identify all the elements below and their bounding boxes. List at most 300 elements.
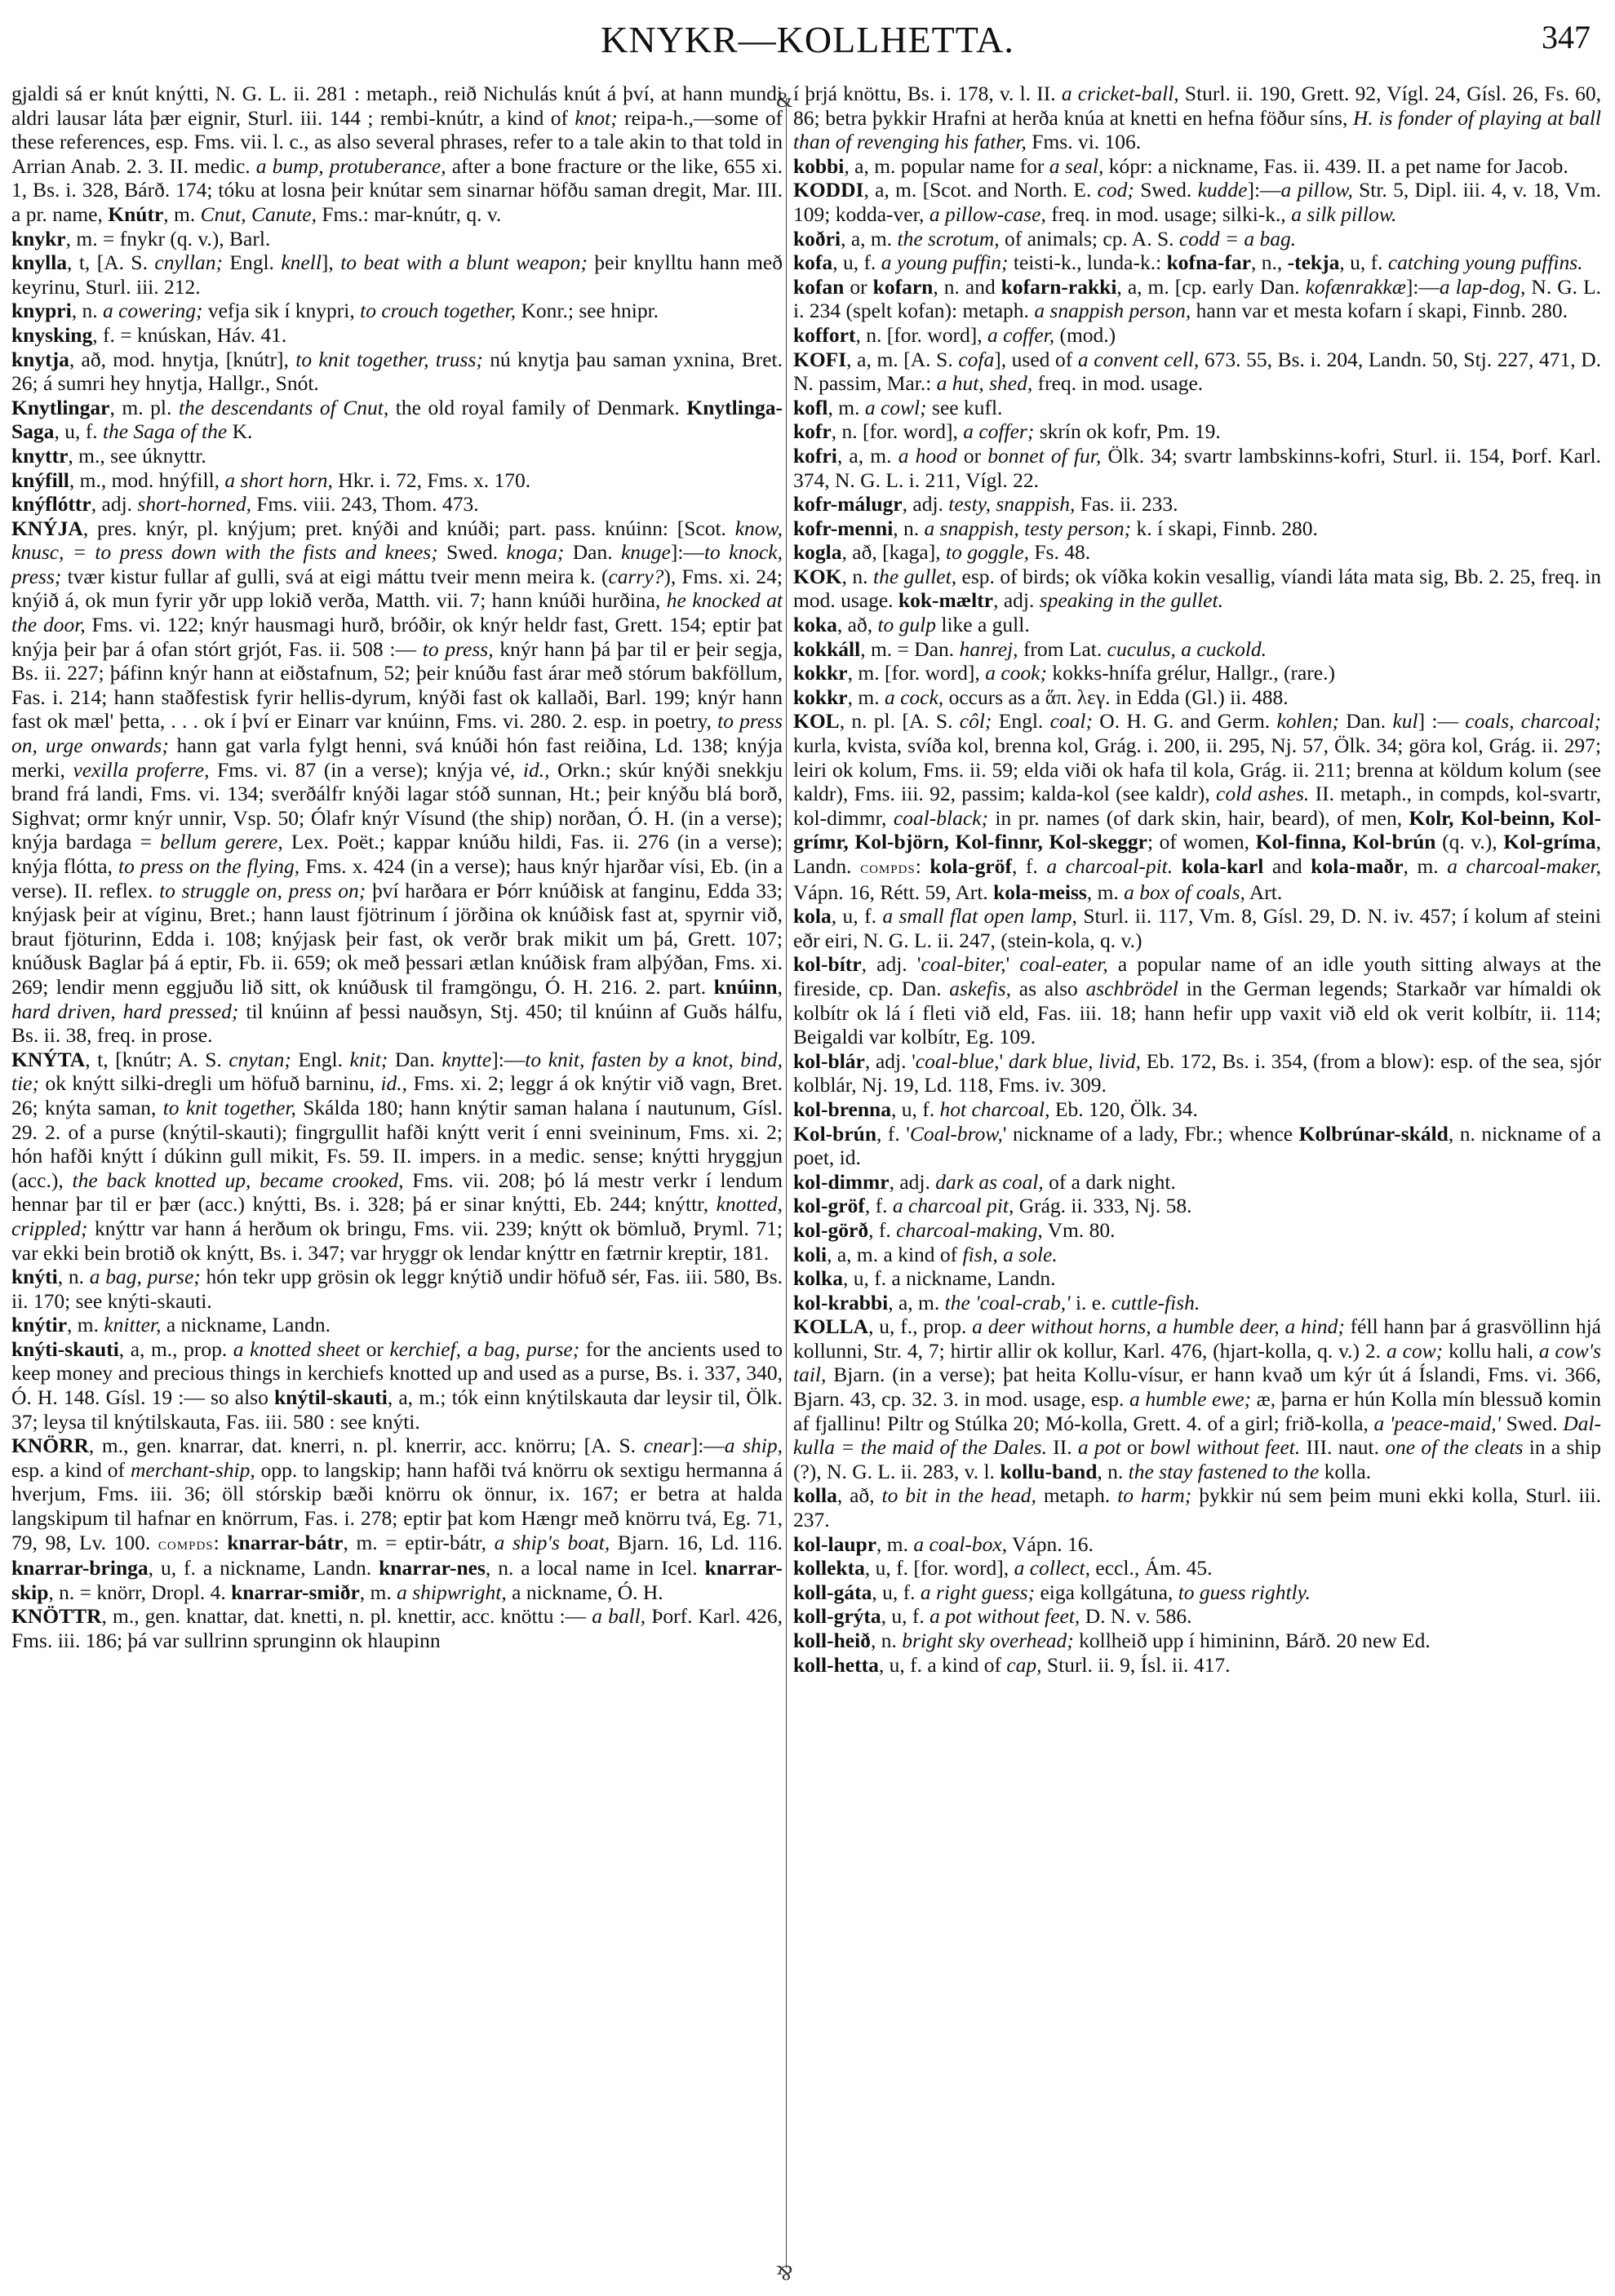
ornament-bottom: & bbox=[776, 2261, 793, 2285]
entry-text: , a, m. popular name for bbox=[844, 153, 1049, 178]
headword: KODDI bbox=[793, 178, 864, 202]
gloss-text: charcoal-making, bbox=[896, 1217, 1043, 1242]
entry-text: , u, f. bbox=[872, 1580, 921, 1604]
entry-text: , a, m.; tók einn knýtilskauta dar leysir til, Ölk. 37; leysa til knýtilskauta, Fas. iii. 580 : see knýti. bbox=[11, 1385, 783, 1434]
gloss-text: knoga; bbox=[506, 540, 565, 565]
gloss-text: know, knusc, = to press down with the fists and knees; bbox=[11, 516, 783, 565]
entry-text: , u, f. bbox=[832, 250, 881, 275]
gloss-text: hard driven, hard pressed; bbox=[11, 999, 239, 1023]
entry-text: , n. a local name in Icel. bbox=[485, 1556, 705, 1580]
entry-text: a nickname, Ó. H. bbox=[506, 1580, 663, 1604]
dictionary-entry bbox=[793, 250, 1601, 275]
dictionary-entry bbox=[793, 1218, 1601, 1243]
headword: Knútr bbox=[108, 202, 164, 226]
dictionary-entry bbox=[11, 492, 783, 516]
gloss-text: a lap-dog, bbox=[1439, 274, 1526, 299]
entry-text: Swed. bbox=[1134, 178, 1198, 202]
entry-text: esp. a kind of bbox=[11, 1457, 131, 1482]
dictionary-entry bbox=[793, 540, 1601, 565]
headword: Kol-brún bbox=[793, 1121, 877, 1146]
entry-text: freq. in mod. usage. bbox=[1032, 371, 1204, 396]
dictionary-entry bbox=[793, 1629, 1601, 1653]
entry-text: Lex. Poët.; kappar knúðu hildi, Fas. ii. 276 (in a verse); knýja flótta, bbox=[11, 830, 783, 878]
entry-text: Fas. ii. 233. bbox=[1075, 492, 1178, 516]
entry-text: , m. bbox=[67, 1313, 104, 1337]
gloss-text: the descendants of Cnut, bbox=[178, 395, 389, 419]
entry-text: , n. [for. word], bbox=[855, 322, 987, 347]
gloss-text: to knit, fasten by a knot, bind, tie; bbox=[11, 1047, 783, 1096]
entry-text: teisti-k., lunda-k.: bbox=[1008, 250, 1167, 275]
entry-text: compds bbox=[158, 1533, 214, 1554]
gloss-text: a young puffin; bbox=[881, 250, 1009, 275]
headword: Kolr, Kol-beinn, Kol-grímr, Kol-björn, Kol-finnr, Kol-skeggr bbox=[793, 805, 1601, 854]
gloss-text: merchant-ship, bbox=[130, 1457, 255, 1482]
gloss-text: testy, snappish, bbox=[948, 492, 1076, 516]
entry-text: for the ancients used to keep money and precious things in kerchiefs knotted up and used as a purse, Bs. i. 337, 340, Ó. H. 148. Gísl. 19 :— so also bbox=[11, 1336, 783, 1410]
headword: knýfill bbox=[11, 468, 69, 492]
entry-text: Swed. bbox=[437, 540, 507, 565]
headword: kobbi bbox=[793, 153, 845, 178]
entry-text: , m., gen. knarrar, dat. knerri, n. pl. knerrir, acc. knörru; [A. S. bbox=[88, 1434, 644, 1458]
entry-text: , f. = knúskan, Háv. 41. bbox=[92, 322, 287, 347]
entry-text: Dan. bbox=[388, 1047, 442, 1071]
entry-text: kurla, kvista, svíða kol, brenna kol, Grág. i. 200, ii. 295, Nj. 57, Ölk. 34; göra kol, Grág. ii. 297; leiri ok kolum, Fms. ii. 59; elda viði ok hafa til kola, Grág. ii. 211; brenna at köldum kolum (see kaldr), Fms. iii. 92, passim; kalda-kol (see kaldr), bbox=[793, 734, 1601, 806]
dictionary-entry bbox=[793, 323, 1601, 348]
entry-text: því harðara er Þórr knúðisk at fanginu, Edda 33; knýjask þeir at víginu, Bret.; hann laust fjötrinum í jörðina ok knúðisk fast at, spyrnir við, braut fjöturinn, Edda i. 108; knýjask þeir fast, ok verðr brak mikit um þá, Grett. 107; knúðusk Baglar þá á eptir, Fb. ii. 659; ok með þessari ætlan knúðisk fram alþýðan, Fms. xi. 269; lendir menn eggjuðu lið sitt, ok knúðusk til framgöngu, Ó. H. 216. 2. part. bbox=[11, 878, 783, 999]
entry-text bbox=[1173, 854, 1182, 878]
headword: knýtil-skauti bbox=[273, 1385, 388, 1410]
dictionary-entry bbox=[793, 1483, 1601, 1531]
gloss-text: côl; bbox=[959, 709, 992, 734]
entry-text: , n. and bbox=[933, 274, 1001, 299]
headword: kol-krabbi bbox=[793, 1290, 889, 1314]
entry-text: , u, f. bbox=[831, 904, 883, 929]
dictionary-entry bbox=[793, 1170, 1601, 1195]
gloss-text: to press on, urge onwards; bbox=[11, 709, 783, 758]
entry-text: ; of women, bbox=[1147, 830, 1256, 854]
gloss-text: to knock, press; bbox=[11, 540, 783, 588]
gloss-text: a pot without feet, bbox=[930, 1604, 1080, 1629]
gloss-text: to bit in the head, bbox=[881, 1483, 1036, 1508]
entry-text: , m., mod. hnýfill, bbox=[69, 468, 225, 492]
dictionary-entry bbox=[793, 1314, 1601, 1483]
entry-text: , u, f. [for. word], bbox=[864, 1556, 1014, 1580]
entry-text: , að, [kaga], bbox=[841, 540, 946, 565]
entry-text: Fms. x. 424 (in a verse); haus knýr hjarðar vísi, Eb. (in a verse). II. reflex. bbox=[11, 854, 783, 902]
dictionary-entry bbox=[11, 1604, 783, 1652]
gloss-text: a short horn, bbox=[224, 468, 333, 492]
gloss-text: a pillow, bbox=[1280, 178, 1353, 202]
entry-text: esp. of birds; ok víðka kokin vesallig, víandi láta mata sig, Bb. 2. 25, freq. in mod. usage. bbox=[793, 564, 1602, 613]
entry-text: ]:— bbox=[1247, 178, 1281, 202]
entry-text: , f. bbox=[864, 1194, 893, 1218]
headword: koffort bbox=[793, 322, 856, 347]
headword: knýtir bbox=[11, 1313, 68, 1337]
gloss-text: id., bbox=[522, 757, 550, 782]
entry-text: N. G. L. i. 234 (spelt kofan): metaph. bbox=[793, 274, 1601, 323]
entry-text: see kufl. bbox=[926, 395, 1003, 419]
gloss-text: bellum gerere, bbox=[160, 830, 283, 854]
entry-text: , u, f., prop. bbox=[868, 1314, 973, 1339]
entry-text: , n. bbox=[71, 299, 103, 323]
entry-text: , a, m. a kind of bbox=[827, 1242, 963, 1266]
headword: kol-laupr bbox=[793, 1531, 877, 1556]
dictionary-entry bbox=[793, 1604, 1601, 1629]
gloss-text: speaking in the gullet. bbox=[1039, 588, 1223, 613]
gloss-text: kerchief, a bag, purse; bbox=[389, 1336, 580, 1361]
entry-text: , a, m. bbox=[836, 443, 898, 468]
entry-text: eiga kollgátuna, bbox=[1035, 1580, 1178, 1604]
gloss-text: the scrotum, bbox=[897, 226, 1000, 250]
headword: knýti bbox=[11, 1265, 58, 1289]
entry-text: 673. 55, Bs. i. 204, Landn. 50, Stj. 227, 471, D. N. passim, Mar.: bbox=[793, 347, 1601, 396]
entry-text: Vápn. 16, Rétt. 59, Art. bbox=[793, 880, 994, 904]
dictionary-entry bbox=[793, 1122, 1601, 1170]
entry-text: hann var et mesta kofarn í skapi, Finnb. 280. bbox=[1191, 299, 1568, 323]
gloss-text: a right guess; bbox=[920, 1580, 1036, 1604]
gloss-text: to knit together, truss; bbox=[295, 347, 483, 371]
entry-text: Grág. ii. 333, Nj. 58. bbox=[1014, 1194, 1192, 1218]
entry-text: freq. in mod. usage; silki-k., bbox=[1045, 202, 1292, 226]
entry-text: , bbox=[777, 974, 783, 999]
gloss-text: a ship, bbox=[724, 1434, 783, 1458]
headword: KNÖRR bbox=[11, 1434, 89, 1458]
dictionary-entry bbox=[793, 82, 1601, 154]
dictionary-entry bbox=[793, 178, 1601, 226]
gloss-text: to crouch together, bbox=[360, 299, 517, 323]
headword: kola-meiss bbox=[993, 880, 1087, 904]
entry-text: Engl. bbox=[291, 1047, 350, 1071]
entry-text: after a bone fracture or the like, 655 xi. 1, Bs. i. 328, Bárð. 174; tóku at losna þeir knútar sem sinarnar höfðu saman dregit, Mar. III. a pr. name, bbox=[11, 153, 783, 226]
entry-text: metaph. bbox=[1036, 1483, 1118, 1508]
entry-text: hann gat varla fylgt henni, svá knúði hón fast reiðina, Ld. 138; knýja merki, bbox=[11, 734, 783, 782]
entry-text: Sturl. ii. 117, Vm. 8, Gísl. 29, D. N. iv. 457; í kolum af steini eðr eiri, N. G. L. ii. 247, (stein-kola, q. v.) bbox=[793, 904, 1601, 952]
entry-text: Hkr. i. 72, Fms. x. 170. bbox=[332, 468, 531, 492]
entry-text: Engl. bbox=[222, 250, 282, 275]
entry-text: Fms. viii. 243, Thom. 473. bbox=[251, 492, 479, 516]
entry-text: ], used of bbox=[994, 347, 1078, 371]
gloss-text: coal-biter, bbox=[921, 952, 1006, 977]
gloss-text: H. is fonder of playing at ball than of revenging his father, bbox=[793, 105, 1601, 154]
gloss-text: knell bbox=[281, 250, 322, 275]
entry-text: Str. 5, Dipl. iii. 4, v. 18, Vm. 109; kodda-ver, bbox=[793, 178, 1601, 226]
headword: kofan bbox=[793, 274, 845, 299]
headword: KNÖTTR bbox=[11, 1604, 102, 1629]
dictionary-entry bbox=[11, 444, 783, 468]
headword: kok-mæltr bbox=[898, 588, 994, 613]
dictionary-entry bbox=[11, 1313, 783, 1337]
headword: kokkáll bbox=[793, 636, 861, 661]
dictionary-entry bbox=[793, 1243, 1601, 1267]
entry-text: Dan. bbox=[564, 540, 621, 565]
entry-text: , a, m. [cp. early Dan. bbox=[1116, 274, 1306, 299]
headword: knarrar-skip bbox=[11, 1556, 783, 1604]
dictionary-entry bbox=[793, 904, 1601, 952]
entry-text: í þrjá knöttu, Bs. i. 178, v. l. II. bbox=[793, 82, 1062, 105]
dictionary-entry bbox=[793, 154, 1601, 179]
headword: kolka bbox=[793, 1266, 843, 1291]
entry-text: reipa-h.,—some of these references, esp. Fms. vii. l. c., as also several phrases, refer to a tale akin to that told in Arrian Anab. 2. 3. II. medic. bbox=[11, 105, 783, 178]
gloss-text: to struggle on, press on; bbox=[159, 878, 366, 902]
gloss-text: to harm; bbox=[1117, 1483, 1192, 1508]
entry-text: ]:— bbox=[1405, 274, 1440, 299]
headword: koll-hetta bbox=[793, 1652, 879, 1677]
entry-text: ]:— bbox=[491, 1047, 526, 1071]
headword: kol-gröf bbox=[793, 1194, 865, 1218]
headword: knarrar-smiðr bbox=[231, 1580, 360, 1604]
headword: koll-gáta bbox=[793, 1580, 872, 1604]
entry-text: ok knýtt silki-dregli um höfuð barninu, bbox=[38, 1071, 381, 1096]
gloss-text: a charcoal-maker, bbox=[1447, 854, 1601, 878]
entry-text: Fms. vi. 122; knýr hausmagi hurð, bróðir, ok knýr heldr fast, Grett. 154; eptir þat knýja þeir þar á ofan stórt grjót, Fas. ii. 508 :— bbox=[11, 613, 783, 661]
entry-text: in a ship (?), N. G. L. ii. 283, v. l. bbox=[793, 1435, 1601, 1483]
entry-text: Konr.; see hnipr. bbox=[516, 299, 659, 323]
headword: kol-brenna bbox=[793, 1097, 891, 1121]
entry-text: knýttr var hann á herðum ok bringu, Fms. vii. 239; knýtt ok bömluð, Þryml. 71; var ekki bein brotið ok knýtt, Bs. i. 347; var hryggr ok lendar knýttr en fætrnir kreptir, 181. bbox=[11, 1216, 783, 1265]
entry-text: , adj. bbox=[902, 492, 949, 516]
headword: kofa bbox=[793, 250, 833, 275]
gloss-text: he knocked at the door, bbox=[11, 588, 783, 637]
gloss-text: kohlen; bbox=[1276, 709, 1339, 734]
gloss-text: a knotted sheet bbox=[233, 1336, 361, 1361]
gloss-text: hot charcoal, bbox=[939, 1097, 1050, 1121]
dictionary-entry bbox=[793, 516, 1601, 541]
gloss-text: a pillow-case, bbox=[929, 202, 1046, 226]
gloss-text: Cnut, Canute, bbox=[200, 202, 317, 226]
entry-text: kollu hali, bbox=[1443, 1338, 1539, 1363]
entry-text: Fms. vi. 87 (in a verse); knýja vé, bbox=[209, 757, 523, 782]
entry-text: kolla. bbox=[1319, 1459, 1372, 1483]
entry-text: (mod.) bbox=[1054, 322, 1116, 347]
entry-text: , m. = eptir-bátr, bbox=[343, 1530, 495, 1554]
gloss-text: knitter, bbox=[104, 1313, 162, 1337]
gloss-text: a snappish person, bbox=[1034, 299, 1191, 323]
gloss-text: Dal-kulla = the maid of the Dales. bbox=[793, 1411, 1601, 1460]
headword: KOL bbox=[793, 709, 840, 734]
ornament-top: & bbox=[776, 88, 793, 112]
entry-text: , u, f. bbox=[54, 419, 103, 444]
entry-text: , u, f. bbox=[881, 1604, 930, 1629]
headword: kolla bbox=[793, 1483, 837, 1508]
headword: kollu-band bbox=[1000, 1459, 1098, 1483]
gloss-text: the stay fastened to the bbox=[1128, 1459, 1320, 1483]
dictionary-entry bbox=[11, 323, 783, 348]
entry-text: Fms. vi. 106. bbox=[1026, 130, 1142, 154]
headword: kola-gröf bbox=[930, 854, 1012, 878]
gloss-text: to beat with a blunt weapon; bbox=[340, 250, 588, 275]
headword: KNÝJA bbox=[11, 516, 83, 540]
gloss-text: cnear bbox=[643, 1434, 691, 1458]
dictionary-entry bbox=[793, 444, 1601, 492]
entry-text: , a, m. bbox=[841, 226, 898, 250]
entry-text: from Lat. bbox=[1018, 636, 1107, 661]
gloss-text: a cook; bbox=[985, 661, 1047, 685]
gloss-text: a charcoal-pit. bbox=[1046, 854, 1174, 878]
entry-text: Vm. 80. bbox=[1042, 1217, 1116, 1242]
gloss-text: a charcoal pit, bbox=[892, 1194, 1014, 1218]
gloss-text: a hut, shed, bbox=[936, 371, 1033, 396]
entry-text: Engl. bbox=[992, 709, 1050, 734]
entry-text: , u, f. a nickname, Landn. bbox=[148, 1556, 379, 1580]
headword: kol-blár bbox=[793, 1048, 865, 1073]
dictionary-entry bbox=[793, 565, 1601, 613]
running-head: KNYKR—KOLLHETTA. bbox=[601, 19, 1014, 60]
gloss-text: a seal, bbox=[1049, 153, 1104, 178]
gloss-text: cap, bbox=[1006, 1652, 1042, 1677]
gloss-text: short-horned, bbox=[137, 492, 251, 516]
entry-text: : bbox=[915, 854, 930, 878]
gloss-text: a 'peace-maid,' bbox=[1373, 1411, 1502, 1435]
headword: kofna-far bbox=[1166, 250, 1251, 275]
entry-text: , adj. bbox=[993, 588, 1040, 613]
entry-text: tvær kistur fullar af gulli, svá at eigi máttu tveir menn meira k. ( bbox=[61, 564, 609, 588]
dictionary-entry bbox=[11, 82, 783, 227]
headword: knarrar-bringa bbox=[11, 1556, 149, 1580]
entry-text: , m. bbox=[1403, 854, 1448, 878]
entry-text: , m. bbox=[359, 1580, 397, 1604]
dictionary-entry bbox=[793, 1291, 1601, 1315]
headword: kogla bbox=[793, 540, 842, 565]
entry-text: in the German legends; Starkaðr var hímaldi ok kolbítr ok lá í fleti við eld, Fas. iii. 18; hann hefir upp vaxit við eld ok verit kolbítr, ii. 114; Beigaldi var kolbítr, Eg. 109. bbox=[793, 976, 1602, 1049]
headword: koðri bbox=[793, 226, 841, 250]
headword: kol-dimmr bbox=[793, 1169, 890, 1194]
headword: knúinn bbox=[713, 974, 778, 999]
gloss-text: hanrej, bbox=[959, 636, 1018, 661]
entry-text: : bbox=[213, 1530, 228, 1554]
dictionary-entry bbox=[11, 1434, 783, 1604]
entry-text: kópr: a nickname, Fas. ii. 439. II. a pet name for Jacob. bbox=[1103, 153, 1568, 178]
gloss-text: a bag, purse; bbox=[89, 1265, 201, 1289]
gloss-text: cod; bbox=[1097, 178, 1134, 202]
headword: koka bbox=[793, 613, 837, 637]
entry-text: of a dark night. bbox=[1043, 1169, 1176, 1194]
headword: kofarn bbox=[872, 274, 934, 299]
headword: Knytlinga-Saga bbox=[11, 395, 783, 444]
headword: knýflóttr bbox=[11, 492, 91, 516]
entry-text: Skálda 180; hann knýtir saman halana í nautunum, Gísl. 29. 2. of a purse (knýtil-skauti); fingrgullit hafði knýtt verit í enni sveininum, Fms. xi. 2; hón hafði knýtt í dúkinn gull mikit, Fs. 59. II. impers. in a medic. sense; knýtti hryggjun (acc.), bbox=[11, 1095, 783, 1192]
entry-text: a popular name of an idle youth sitting always at the fireside, cp. Dan. bbox=[793, 952, 1601, 1000]
entry-text: Swed. bbox=[1501, 1411, 1564, 1435]
entry-text: , adj. bbox=[889, 1169, 936, 1194]
headword: kofl bbox=[793, 395, 828, 419]
gloss-text: coal; bbox=[1049, 709, 1093, 734]
headword: KOFI bbox=[793, 347, 847, 371]
gloss-text: a box of coals, bbox=[1124, 880, 1245, 904]
entry-text: , n. bbox=[870, 1629, 903, 1652]
entry-text: Fms.: mar-knútr, q. v. bbox=[317, 202, 502, 226]
entry-text: , adj. bbox=[91, 492, 138, 516]
entry-text: or bbox=[956, 443, 988, 468]
dictionary-entry bbox=[11, 1048, 783, 1265]
gloss-text: dark as coal, bbox=[935, 1169, 1044, 1194]
entry-text: Bjarn. 16, Ld. 116. bbox=[610, 1530, 783, 1554]
gloss-text: a cow's tail, bbox=[793, 1338, 1601, 1387]
headword: KOK bbox=[793, 564, 842, 588]
headword: kofr bbox=[793, 419, 832, 444]
dictionary-entry bbox=[11, 299, 783, 323]
gloss-text: dark blue, livid, bbox=[1008, 1048, 1141, 1073]
entry-text: , u, f. bbox=[890, 1097, 940, 1121]
entry-text: , t, [A. S. bbox=[67, 250, 155, 275]
entry-text: Bjarn. (in a verse); þat heita Kollu-vísur, er hann kvað um kýr út á Íslandi, Fms. vi. 366, Bjarn. 43, cp. 32. 3. in mod. usage, esp. bbox=[793, 1363, 1601, 1412]
entry-text: , u, f. a kind of bbox=[878, 1652, 1007, 1677]
entry-text: , pres. knýr, pl. knýjum; pret. knýði and knúði; part. pass. knúinn: [Scot. bbox=[82, 516, 735, 540]
dictionary-entry bbox=[793, 1049, 1601, 1097]
gloss-text: a bump, protuberance, bbox=[255, 153, 446, 178]
dictionary-entry bbox=[793, 275, 1601, 323]
dictionary-entry bbox=[793, 419, 1601, 444]
entry-text: , a, m. [A. S. bbox=[846, 347, 959, 371]
entry-text: , f. bbox=[1012, 854, 1047, 878]
entry-text: , n. bbox=[1097, 1459, 1129, 1483]
entry-text: of animals; cp. A. S. bbox=[999, 226, 1179, 250]
entry-text: , a, m. bbox=[888, 1290, 945, 1314]
dictionary-entry bbox=[11, 1265, 783, 1313]
entry-text: Orkn.; skúr knýði snekkju brand frá landi, Fms. vi. 134; sverðálfr knýði lagar stóð sunnan, Ht.; þeir knýðu blá borð, Sighvat; ormr knýr unnir, Vsp. 50; Ólafr knýr Vísund (the ship) norðan, Ó. H. (in a verse); knýja bardaga = bbox=[11, 757, 783, 854]
dictionary-entry bbox=[793, 227, 1601, 251]
entry-text: , að, bbox=[836, 1483, 882, 1508]
gloss-text: fish, a sole. bbox=[962, 1242, 1058, 1266]
headword: kol-bítr bbox=[793, 952, 862, 977]
entry-text: , m. pl. bbox=[109, 395, 179, 419]
gloss-text: to press, bbox=[422, 636, 494, 661]
headword: knýti-skauti bbox=[11, 1336, 119, 1361]
entry-text: , að, mod. hnytja, [knútr], bbox=[69, 347, 296, 371]
gloss-text: knuge bbox=[620, 540, 671, 565]
gloss-text: a snappish, testy person; bbox=[924, 516, 1132, 540]
dictionary-entry bbox=[11, 250, 783, 299]
left-column bbox=[11, 82, 783, 1653]
gloss-text: a deer without horns, a humble deer, a hind; bbox=[972, 1314, 1345, 1339]
gloss-text: to knit together, bbox=[162, 1095, 296, 1119]
dictionary-entry bbox=[793, 492, 1601, 516]
headword: knytja bbox=[11, 347, 69, 371]
gloss-text: cuttle-fish. bbox=[1111, 1290, 1200, 1314]
entry-text: III. naut. bbox=[1300, 1435, 1386, 1460]
dictionary-entry bbox=[793, 952, 1601, 1048]
entry-text: þeir knylltu hann með keyrinu, Sturl. iii. 212. bbox=[11, 250, 783, 299]
gloss-text: to guess rightly. bbox=[1178, 1580, 1311, 1604]
entry-text: ' bbox=[1005, 952, 1020, 977]
gloss-text: a collect, bbox=[1014, 1556, 1091, 1580]
dictionary-entry bbox=[11, 1337, 783, 1434]
gloss-text: kul bbox=[1392, 709, 1418, 734]
headword: Kol-finna, Kol-brún bbox=[1255, 830, 1436, 854]
entry-text: nú knytja þau saman yxnina, Bret. 26; á sumri hey hnytja, Hallgr., Snót. bbox=[11, 347, 783, 396]
entry-text: , n. bbox=[57, 1265, 90, 1289]
entry-text: , n. bbox=[893, 516, 925, 540]
dictionary-entry bbox=[793, 1532, 1601, 1557]
gloss-text: a coffer; bbox=[963, 419, 1035, 444]
gloss-text: a ball, bbox=[592, 1604, 646, 1629]
gloss-text: vexilla proferre, bbox=[73, 757, 210, 782]
dictionary-entry bbox=[793, 1194, 1601, 1218]
dictionary-entry bbox=[793, 613, 1601, 637]
entry-text: , m. bbox=[876, 1531, 914, 1556]
gloss-text: Coal-brow, bbox=[909, 1121, 1003, 1146]
gloss-text: coal-blue, bbox=[915, 1048, 1000, 1073]
dictionary-entry bbox=[793, 348, 1601, 396]
entry-text: i. e. bbox=[1070, 1290, 1111, 1314]
dictionary-entry bbox=[11, 227, 783, 251]
gloss-text: one of the cleats bbox=[1385, 1435, 1524, 1460]
entry-text: , m. bbox=[1086, 880, 1125, 904]
entry-text: þykkir nú sem þeim muni ekki kolla, Sturl. iii. 237. bbox=[793, 1483, 1601, 1532]
gloss-text: knot; bbox=[575, 105, 618, 130]
headword: knykr bbox=[11, 226, 66, 250]
gloss-text: a convent cell, bbox=[1077, 347, 1200, 371]
headword: kofr-málugr bbox=[793, 492, 903, 516]
